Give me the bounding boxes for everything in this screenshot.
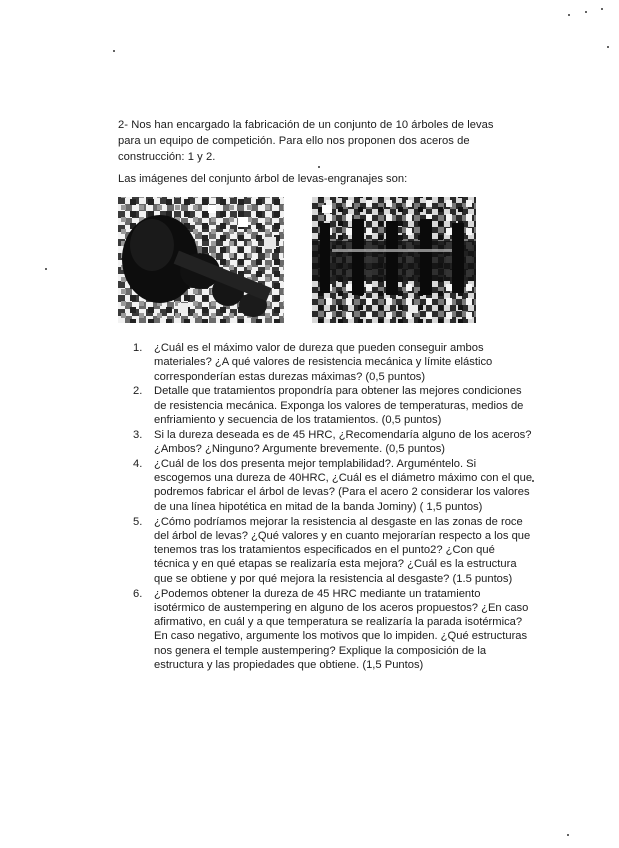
list-item <box>133 384 533 427</box>
scan-speck <box>607 46 609 48</box>
question-number: 2. <box>133 385 143 398</box>
question-number: 6. <box>133 587 143 600</box>
camshaft-photo-right <box>312 197 476 323</box>
question-text: Si la dureza deseada es de 45 HRC, ¿Recomendaría alguno de los aceros? ¿Ambos? ¿Ninguno? Argumente brevemente. (0,5 puntos) <box>154 428 532 456</box>
question-number: 4. <box>133 457 143 470</box>
scan-speck <box>113 50 115 52</box>
scan-speck <box>568 14 570 16</box>
question-text: ¿Cuál es el máximo valor de dureza que pueden conseguir ambos materiales? ¿A qué valores de resistencia mecánica y límite elástico corresponderían estas durezas máximas? (0,5 puntos) <box>154 342 493 383</box>
question-text: ¿Cómo podríamos mejorar la resistencia al desgaste en las zonas de roce del árbol de levas? ¿Qué valores y en cuanto mejorarían respecto a los que tenemos tras los tratamientos especificados en el punto2? ¿Con qué técnica y en qué etapas se realizaría esta mejora? ¿Cuál es la estructura que se obtiene y por qué mejora la resistencia al desgaste? (1.5 puntos) <box>154 515 531 585</box>
list-item <box>133 515 533 586</box>
list-item <box>133 341 533 384</box>
question-number: 1. <box>133 342 143 354</box>
question-number: 3. <box>133 428 143 441</box>
list-item <box>133 587 533 673</box>
scan-speck <box>45 268 47 270</box>
scan-speck <box>567 834 569 836</box>
list-item <box>133 428 533 457</box>
camshaft-photo-left <box>118 197 284 323</box>
scan-speck <box>601 8 603 10</box>
images-caption: Las imágenes del conjunto árbol de levas-engranajes son: <box>118 173 408 185</box>
question-text: ¿Cuál de los dos presenta mejor templabilidad?. Arguméntelo. Si escogemos una dureza de 40HRC, ¿Cuál es el diámetro máximo con el que podremos fabricar el árbol de levas? (Para el acero 2 considerar los valores de una línea hipotética en mitad de la banda Jominy) ( 1,5 puntos) <box>154 457 533 513</box>
exercise-statement: 2- Nos han encargado la fabricación de un conjunto de 10 árboles de levas para un equipo de competición. Para ello nos proponen dos aceros de construcción: 1 y 2. <box>118 119 494 163</box>
question-text: Detalle que tratamientos propondría para obtener las mejores condiciones de resistencia mecánica. Exponga los valores de temperaturas, medios de enfriamiento y secuencia de los tratamientos. (0,5 puntos) <box>154 385 524 426</box>
scan-speck <box>318 166 320 168</box>
scan-speck <box>585 11 587 13</box>
list-item <box>133 457 533 514</box>
question-list <box>133 341 533 673</box>
question-text: ¿Podemos obtener la dureza de 45 HRC mediante un tratamiento isotérmico de austempering en alguno de los aceros propuestos? ¿En caso afirmativo, en cuál y a que temperatura se realizaría la parada isotérmica? En caso negativo, argumente los motivos que lo impiden. ¿Qué estructuras nos genera el temple austempering? Explique la composición de la estructura y las propiedades que obtiene. (1,5 Puntos) <box>154 587 529 672</box>
question-number: 5. <box>133 515 143 528</box>
